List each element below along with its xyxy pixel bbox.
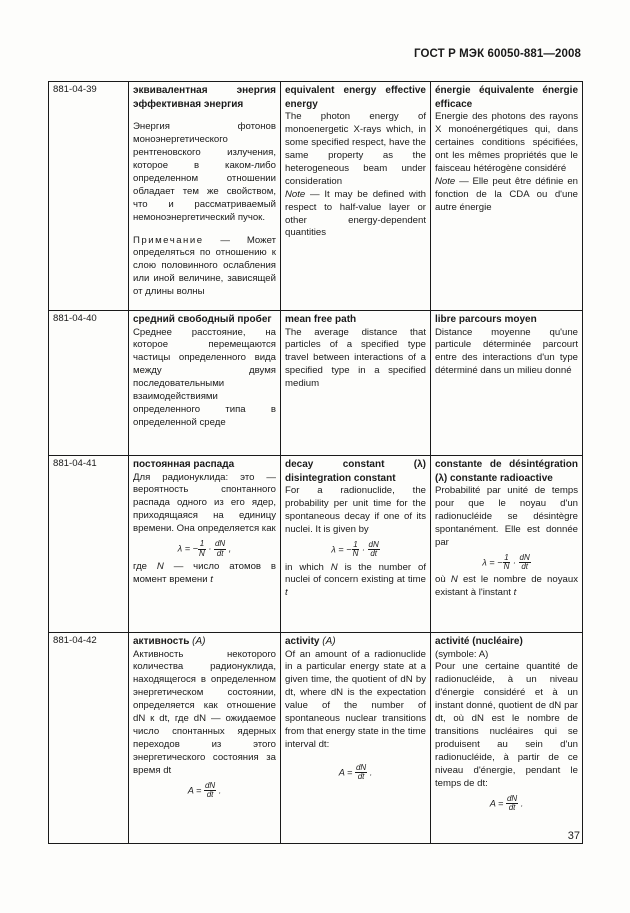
- table-row: [49, 456, 583, 633]
- english-cell: [281, 633, 431, 844]
- french-cell: [431, 311, 583, 456]
- term-number: 881-04-42: [49, 633, 129, 844]
- english-definition: For a radionuclide, the probability per unit time for the spontaneous decay if one of its nuclei. It is given by: [285, 485, 426, 535]
- french-note: Note — Elle peut être définie en fonction de la CDA ou d'une autre énergie: [435, 175, 578, 213]
- russian-definition: Для радионуклида: это — вероятность спонтанного распада одного из его ядер, приходящаяся на единицу времени. Она определяется как: [133, 471, 276, 535]
- decay-formula: λ = − $\frac{1}{N}$ · $\frac{dN}{dt}$ ,: [177, 539, 232, 558]
- russian-cell: [129, 82, 281, 311]
- activity-formula: A = $\frac{dN}{dt}$ .: [187, 780, 222, 800]
- english-definition: The average distance that particles of a specified type travel between interactions of a specified type in a specified medium: [285, 326, 426, 390]
- french-definition: Probabilité par unité de temps pour que le noyau d'un radionucléide se désintègre spontanément. Elle est donnée par: [435, 485, 578, 548]
- english-cell: [281, 456, 431, 633]
- french-definition: Energie des photons des rayons X monoénergétiques qui, dans certaines conditions spécifiées, ont les mêmes propriétés que le faisceau hétérogène considéré: [435, 111, 578, 174]
- russian-definition: Энергия фотонов моноэнергетического рентгеновского излучения, которое в каком-либо определенном отношении обладает тем же свойством, что и рассматриваемый немоноэнергетический пучок.: [133, 121, 276, 223]
- french-term: libre parcours moyen: [435, 314, 537, 325]
- page-number: 37: [567, 830, 580, 842]
- term-number: 881-04-39: [49, 82, 129, 311]
- russian-note: Примечание — Может определяться по отношению к слою половинного ослабления или иной величине, зависящей от длины волны: [133, 234, 276, 298]
- english-definition: Of an amount of a radionuclide in a particular energy state at a given time, the quotient of dN by dt, where dN is the expectation value of the number of spontaneous nuclear transitions from that energy state in the time interval dt:: [285, 648, 426, 751]
- russian-term: средний свободный пробег: [133, 314, 272, 325]
- french-cell: [431, 633, 583, 844]
- english-term: equivalent energy effective energy: [285, 85, 426, 110]
- russian-formula-explanation: где N — число атомов в момент времени t: [133, 560, 277, 585]
- english-cell: [281, 82, 431, 311]
- russian-term: постоянная распада: [133, 459, 235, 470]
- french-formula-explanation: où N est le nombre de noyaux existant à l'instant t: [435, 574, 578, 599]
- russian-cell: [129, 633, 281, 844]
- french-term: activité (nucléaire): [435, 636, 523, 647]
- table-row: [49, 311, 583, 456]
- standard-designation: ГОСТ Р МЭК 60050-881—2008: [414, 48, 581, 60]
- french-term-symbol: (symbole: A): [435, 648, 489, 660]
- activity-formula: A = $\frac{dN}{dt}$ .: [338, 763, 373, 782]
- english-cell: [281, 311, 431, 456]
- decay-formula: λ = − $\frac{1}{N}$ · $\frac{dN}{dt}$: [331, 539, 379, 559]
- english-term: activity (A): [285, 636, 336, 647]
- russian-term: эквивалентная энергия эффективная энергия: [133, 85, 276, 110]
- russian-definition: Среднее расстояние, на которое перемещаются частицы определенного вида между двумя последовательными взаимодействиями определенного типа в определенной среде: [133, 326, 276, 429]
- russian-cell: [129, 456, 281, 633]
- term-number: 881-04-41: [49, 456, 129, 633]
- russian-definition: Активность некоторого количества радионуклида, находящегося в определенном энергетическом состоянии, определяется как отношение dN к dt, где dN — ожидаемое число спонтанных ядерных переходов из этого энергетического состояния за время dt: [133, 648, 276, 776]
- activity-formula: A = $\frac{dN}{dt}$ .: [489, 793, 524, 813]
- russian-cell: [129, 311, 281, 456]
- term-number: 881-04-40: [49, 311, 129, 456]
- french-term: énergie équivalente énergie efficace: [435, 85, 578, 110]
- french-cell: [431, 456, 583, 633]
- english-term: mean free path: [285, 314, 357, 325]
- english-term: decay constant (λ) disintegration constant: [285, 459, 426, 484]
- table-row: [49, 82, 583, 311]
- english-definition: The photon energy of monoenergetic X-rays which, in some specified respect, have the same property as the heterogeneous beam under consideration: [285, 111, 426, 187]
- decay-formula: λ = − $\frac{1}{N}$ · $\frac{dN}{dt}$: [482, 552, 530, 572]
- terminology-table: [48, 81, 583, 844]
- french-definition: Distance moyenne qu'une particule déterminée parcourt entre des interactions d'un type déterminé dans un milieu donné: [435, 326, 578, 377]
- russian-term: активность (A): [133, 636, 206, 647]
- english-note: Note — It may be defined with respect to half-value layer or other energy-dependent quantities: [285, 188, 426, 239]
- french-term: constante de désintégration (λ) constante radioactive: [435, 459, 578, 484]
- english-formula-explanation: in which N is the number of nuclei of concern existing at time t: [285, 561, 426, 599]
- table-row: [49, 633, 583, 844]
- french-definition: Pour une certaine quantité de radionucléide, à un niveau d'énergie considéré et à un instant donné, quotient de dN par dt, où dN est le nombre de transitions nucléaires qui se produisent au sein d'un radionucléide, à partir de ce niveau d'énergie, pendant le temps de dt:: [435, 661, 578, 789]
- french-cell: [431, 82, 583, 311]
